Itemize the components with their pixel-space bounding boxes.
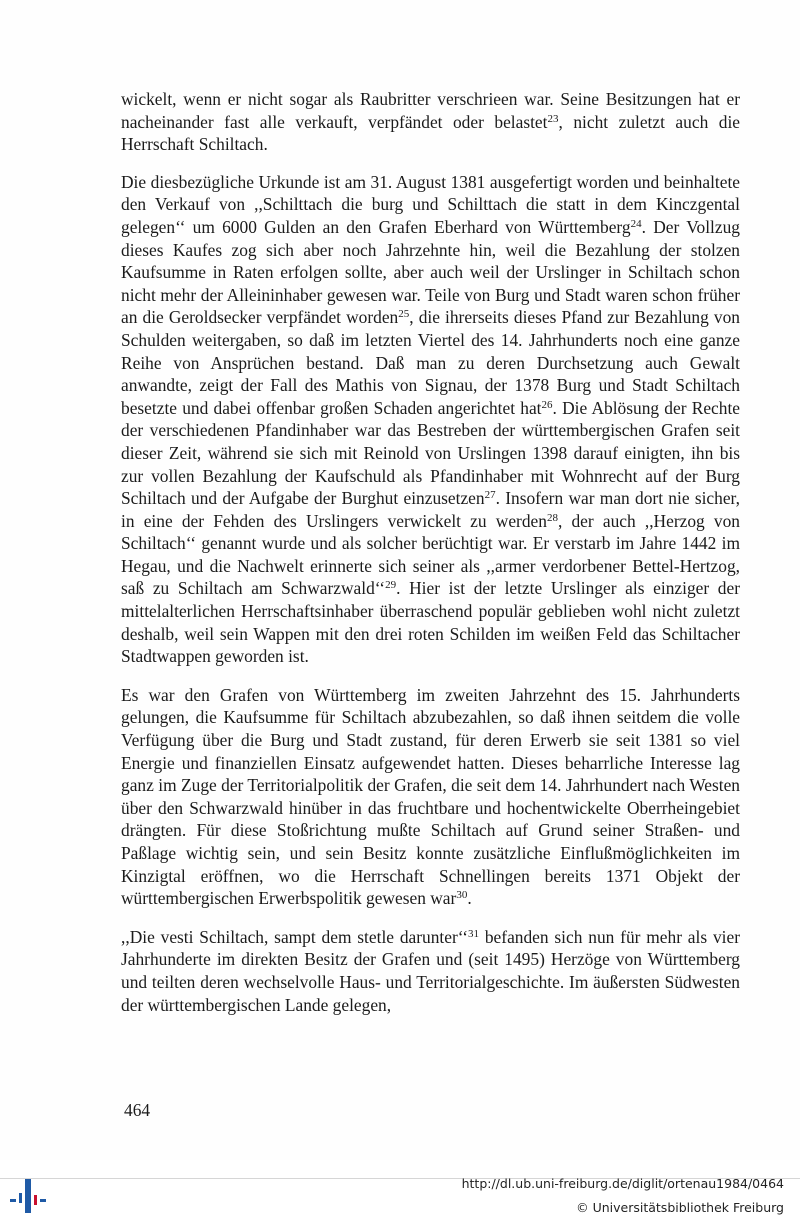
logo-bar-mid-right <box>34 1195 37 1205</box>
text-run: , der auch ,,Herzog von Schiltach‘‘ genannt wurde und als solcher berüchtigt war. Er verstarb im Jahre 1442 im Hegau, und die Nachwelt erinnerte sich seiner als ,,armer verdorbener Bettel-Hertzog, saß zu Schiltach am Schwarzwald‘‘ <box>121 510 740 599</box>
paragraph-3 <box>121 684 740 910</box>
paragraph-2 <box>121 171 740 668</box>
page-number: 464 <box>124 1100 151 1120</box>
text-run: . Hier ist der letzte Urslinger als einziger der mittelalterlichen Herrschaftsinhaber überraschend populär geblieben wohl nicht zuletzt deshalb, weil sein Wappen mit den drei roten Schilden im weißen Feld das Schiltacher Stadtwappen geworden ist. <box>121 578 740 667</box>
logo-bar-right <box>40 1199 46 1202</box>
footnote-ref-29[interactable]: 29 <box>385 579 397 592</box>
paragraph-1 <box>121 88 740 156</box>
footnote-ref-26[interactable]: 26 <box>541 398 553 411</box>
university-library-logo-icon[interactable] <box>8 1175 48 1217</box>
text-run: . <box>467 888 472 909</box>
text-run: , nicht zuletzt auch die Herrschaft Schiltach. <box>121 111 740 155</box>
footnote-ref-24[interactable]: 24 <box>630 217 642 230</box>
text-run: befanden sich nun für mehr als vier Jahrhunderte im direkten Besitz der Grafen und (seit 1495) Herzöge von Württemberg und teilten deren wechselvolle Haus- und Territorialgeschichte. Im äußersten Südwesten der württembergischen Lande gelegen, <box>121 926 740 1015</box>
logo-bar-center <box>25 1179 31 1213</box>
paragraph-4 <box>121 926 740 1016</box>
footer-url-link[interactable]: http://dl.ub.uni-freiburg.de/diglit/ortenau1984/0464 <box>461 1176 784 1191</box>
text-run: ,,Die vesti Schiltach, sampt dem stetle darunter‘‘ <box>121 926 469 947</box>
text-run: , die ihrerseits dieses Pfand zur Bezahlung von Schulden weitergaben, so daß im letzten Viertel des 14. Jahrhunderts noch eine ganze Reihe von Ansprüchen bestand. Daß man zu deren Durchsetzung auch Gewalt anwandte, zeigt der Fall des Mathis von Signau, der 1378 Burg und Stadt Schiltach besetzte und dabei offenbar großen Schaden angerichtet hat <box>121 307 740 418</box>
logo-bar-mid-left <box>19 1193 22 1203</box>
page-body <box>121 88 740 1032</box>
footnote-ref-23[interactable]: 23 <box>547 112 559 125</box>
footer-copyright: © Universitätsbibliothek Freiburg <box>576 1200 784 1215</box>
text-run: . Insofern war man dort nie sicher, in eine der Fehden des Urslingers verwickelt zu werden <box>121 488 740 531</box>
text-run: Die diesbezügliche Urkunde ist am 31. August 1381 ausgefertigt worden und beinhaltete den Verkauf von ,,Schilttach die burg und Schilttach die statt in dem Kinczgental gelegen‘‘ um 6000 Gulden an den Grafen Eberhard von Württemberg <box>121 171 740 237</box>
footnote-ref-30[interactable]: 30 <box>456 889 468 902</box>
text-run: . Die Ablösung der Rechte der verschiedenen Pfandinhaber war das Bestreben der württembergischen Grafen seit dieser Zeit, während sie sich mit Reinold von Urslingen 1398 darauf einigten, ihn bis zur vollen Bezahlung der Kaufschuld als Pfandinhaber mit Wohnrecht auf der Burg Schiltach und der Aufgabe der Burghut einzusetzen <box>121 397 741 509</box>
text-run: wickelt, wenn er nicht sogar als Raubritter verschrieen war. Seine Besitzungen hat er nacheinander fast alle verkauft, verpfändet oder belastet <box>121 89 740 132</box>
text-run: Es war den Grafen von Württemberg im zweiten Jahrzehnt des 15. Jahrhunderts gelungen, die Kaufsumme für Schiltach abzubezahlen, so daß ihnen seitdem die volle Verfügung über die Burg und Stadt zustand, für deren Erwerb sie seit 1381 so viel Energie und finanziellen Einsatz aufgewendet hatten. Dieses beharrliche Interesse lag ganz im Zuge der Territorialpolitik der Grafen, die seit dem 14. Jahrhundert nach Westen über den Schwarzwald hinüber in das fruchtbare und hochentwickelte Oberrheingebiet drängten. Für diese Stoßrichtung mußte Schiltach auf Grund seiner Straßen- und Paßlage wichtig sein, und sein Besitz konnte zusätzliche Einflußmöglichkeiten im Kinzigtal eröffnen, wo die Herrschaft Schnellingen bereits 1371 Objekt der württembergischen Erwerbspolitik gewesen war <box>121 684 740 909</box>
footnote-ref-25[interactable]: 25 <box>398 308 410 321</box>
text-run: . Der Vollzug dieses Kaufes zog sich aber noch Jahrzehnte hin, weil die Bezahlung der stolzen Kaufsumme in Raten erfolgen sollte, aber auch weil der Urslinger in Schiltach schon nicht mehr der Alleininhaber gewesen war. Teile von Burg und Stadt waren schon früher an die Geroldsecker verpfändet worden <box>121 216 740 328</box>
footnote-ref-31[interactable]: 31 <box>468 927 480 940</box>
footnote-ref-27[interactable]: 27 <box>484 489 496 502</box>
footnote-ref-28[interactable]: 28 <box>546 511 558 524</box>
logo-bar-left <box>10 1199 16 1202</box>
